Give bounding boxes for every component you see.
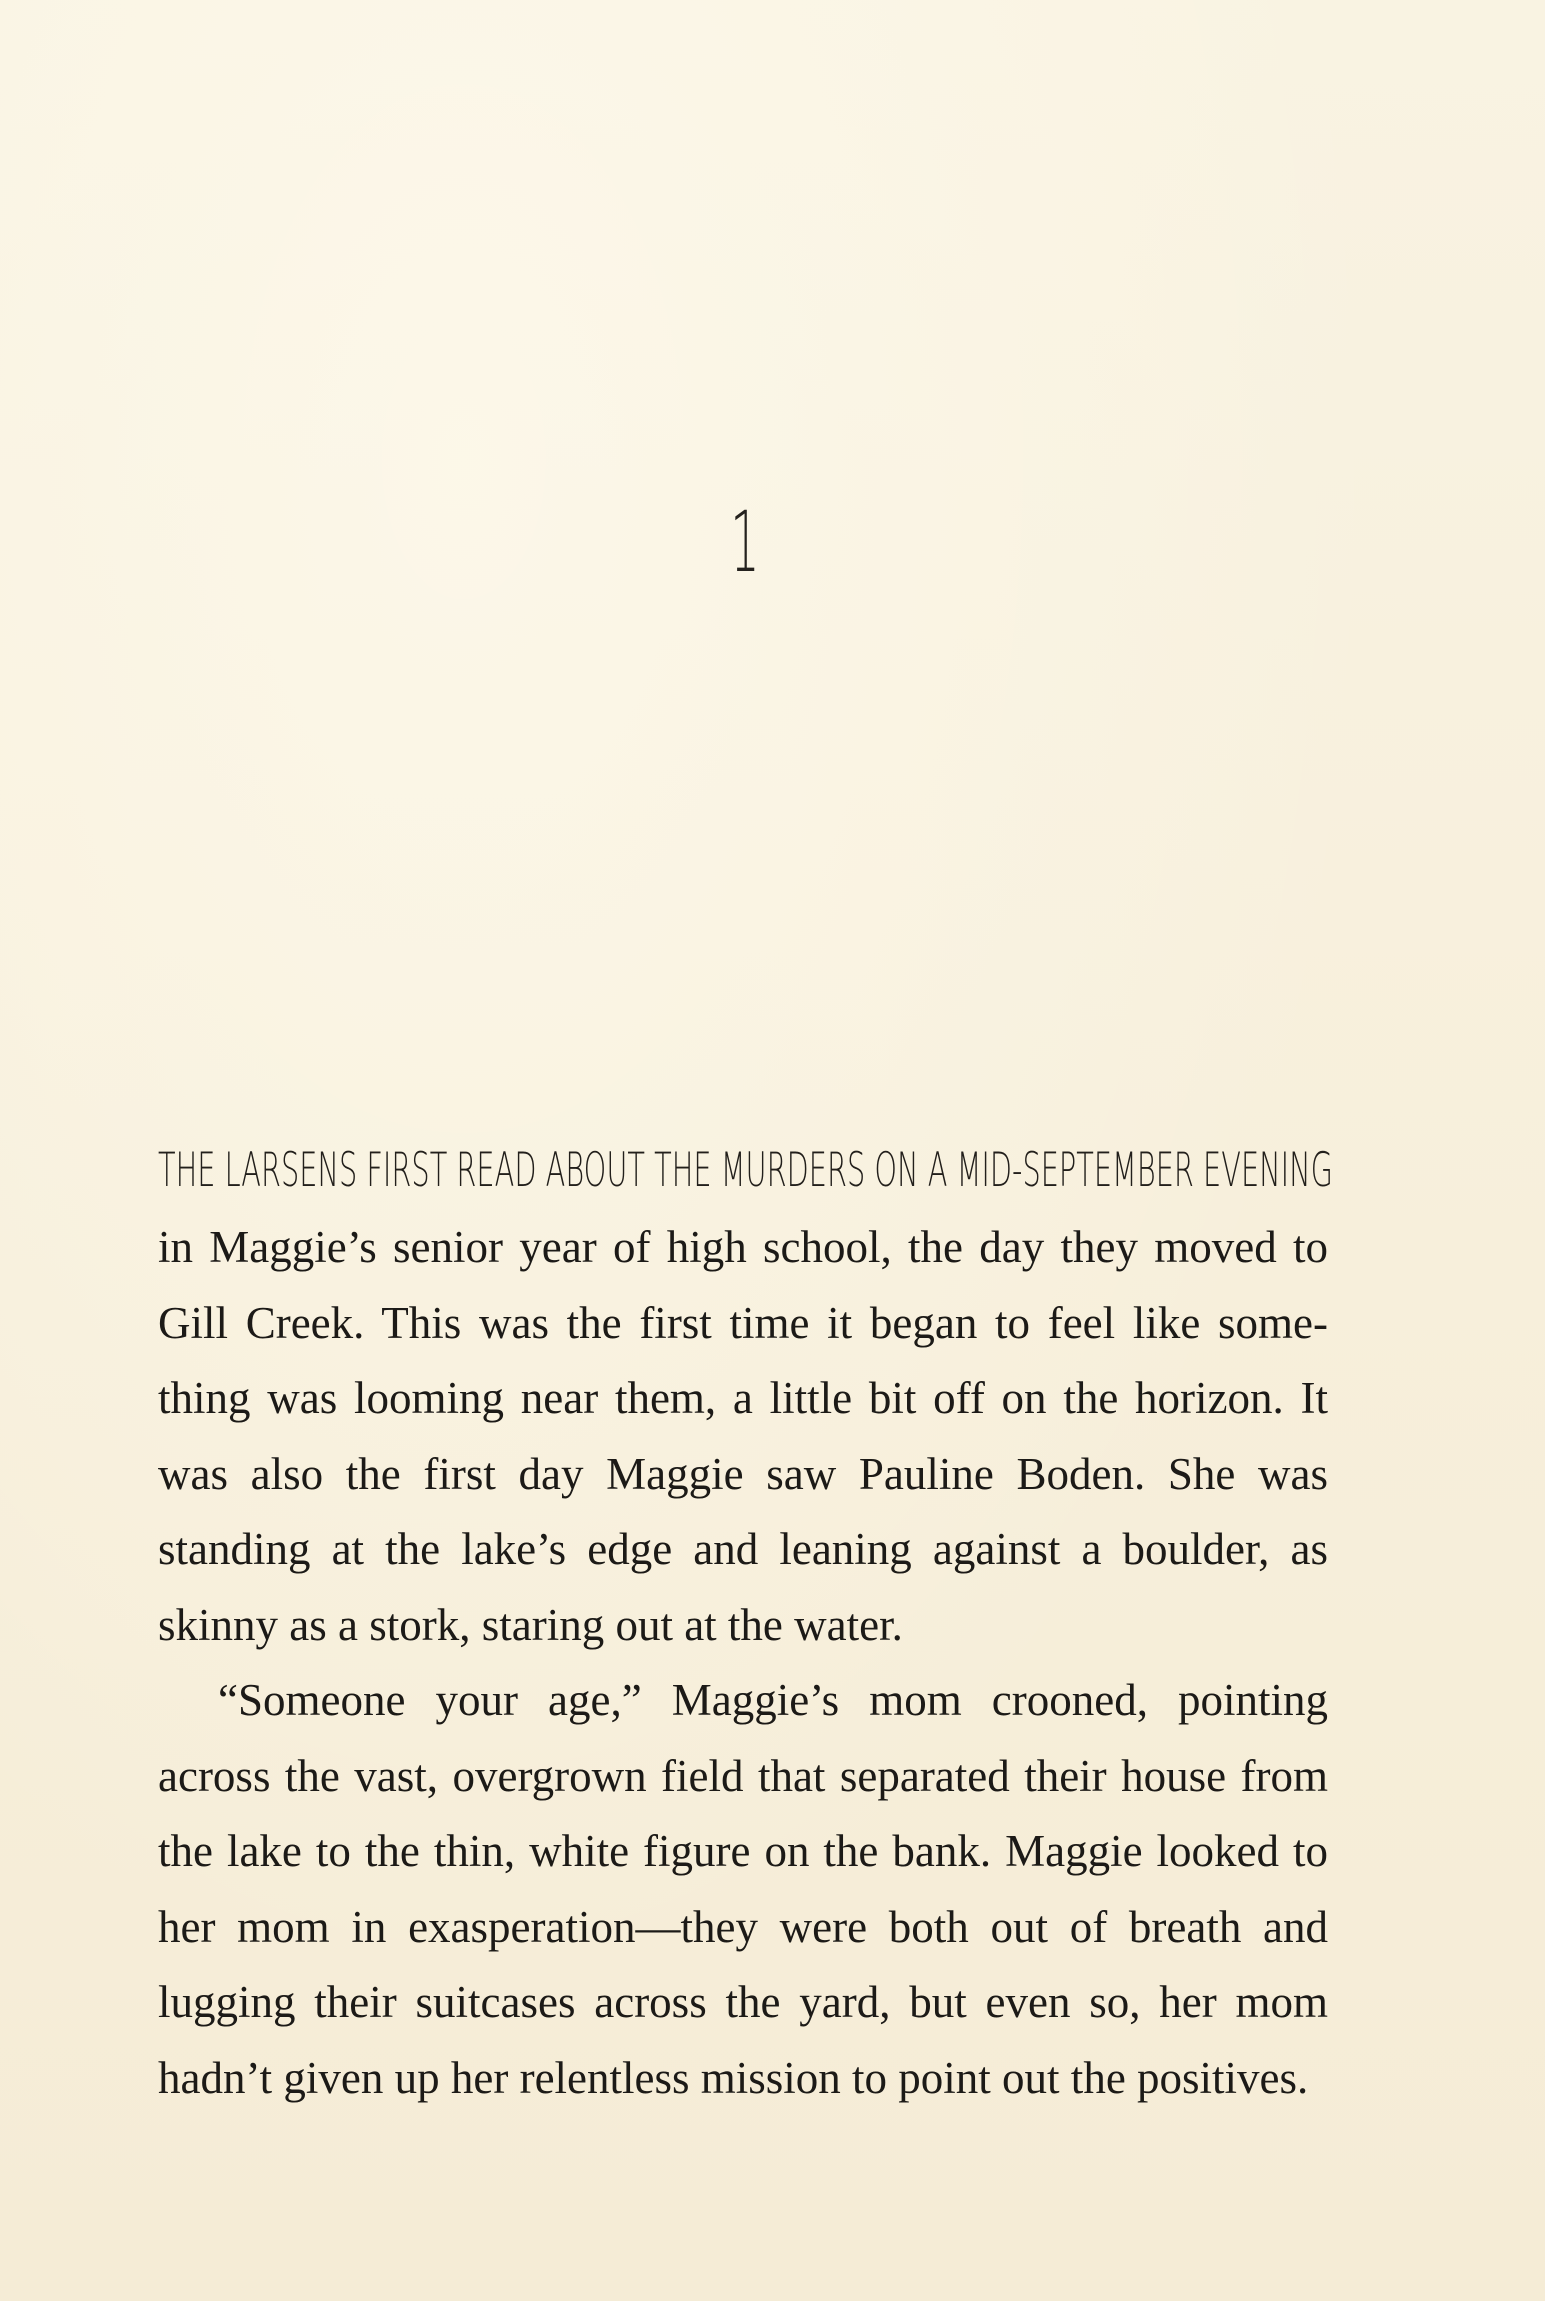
chapter-body: [158, 1210, 1328, 2116]
paragraph-1: in Maggie’s senior year of high school, the day they moved to Gill Creek. This was the first time it began to feel like some-thing was looming near them, a little bit off on the horizon. It was also the first day Maggie saw Pauline Boden. She was standing at the lake’s edge and leaning against a boulder, as skinny as a stork, staring out at the water.: [158, 1222, 1328, 1650]
paragraph-2: “Someone your age,” Maggie’s mom crooned, pointing across the vast, overgrown field that separated their house from the lake to the thin, white figure on the bank. Maggie looked to her mom in exasperation—they were both out of breath and lugging their suitcases across the yard, but even so, her mom hadn’t given up her relentless mission to point out the positives.: [158, 1675, 1328, 2103]
chapter-opening-small-caps: [158, 1144, 1333, 1198]
chapter-number: 1: [730, 493, 760, 591]
opening-caps-text: THE LARSENS FIRST READ ABOUT THE MURDERS ON A MID-SEPTEMBER EVENING: [158, 1144, 1333, 1198]
